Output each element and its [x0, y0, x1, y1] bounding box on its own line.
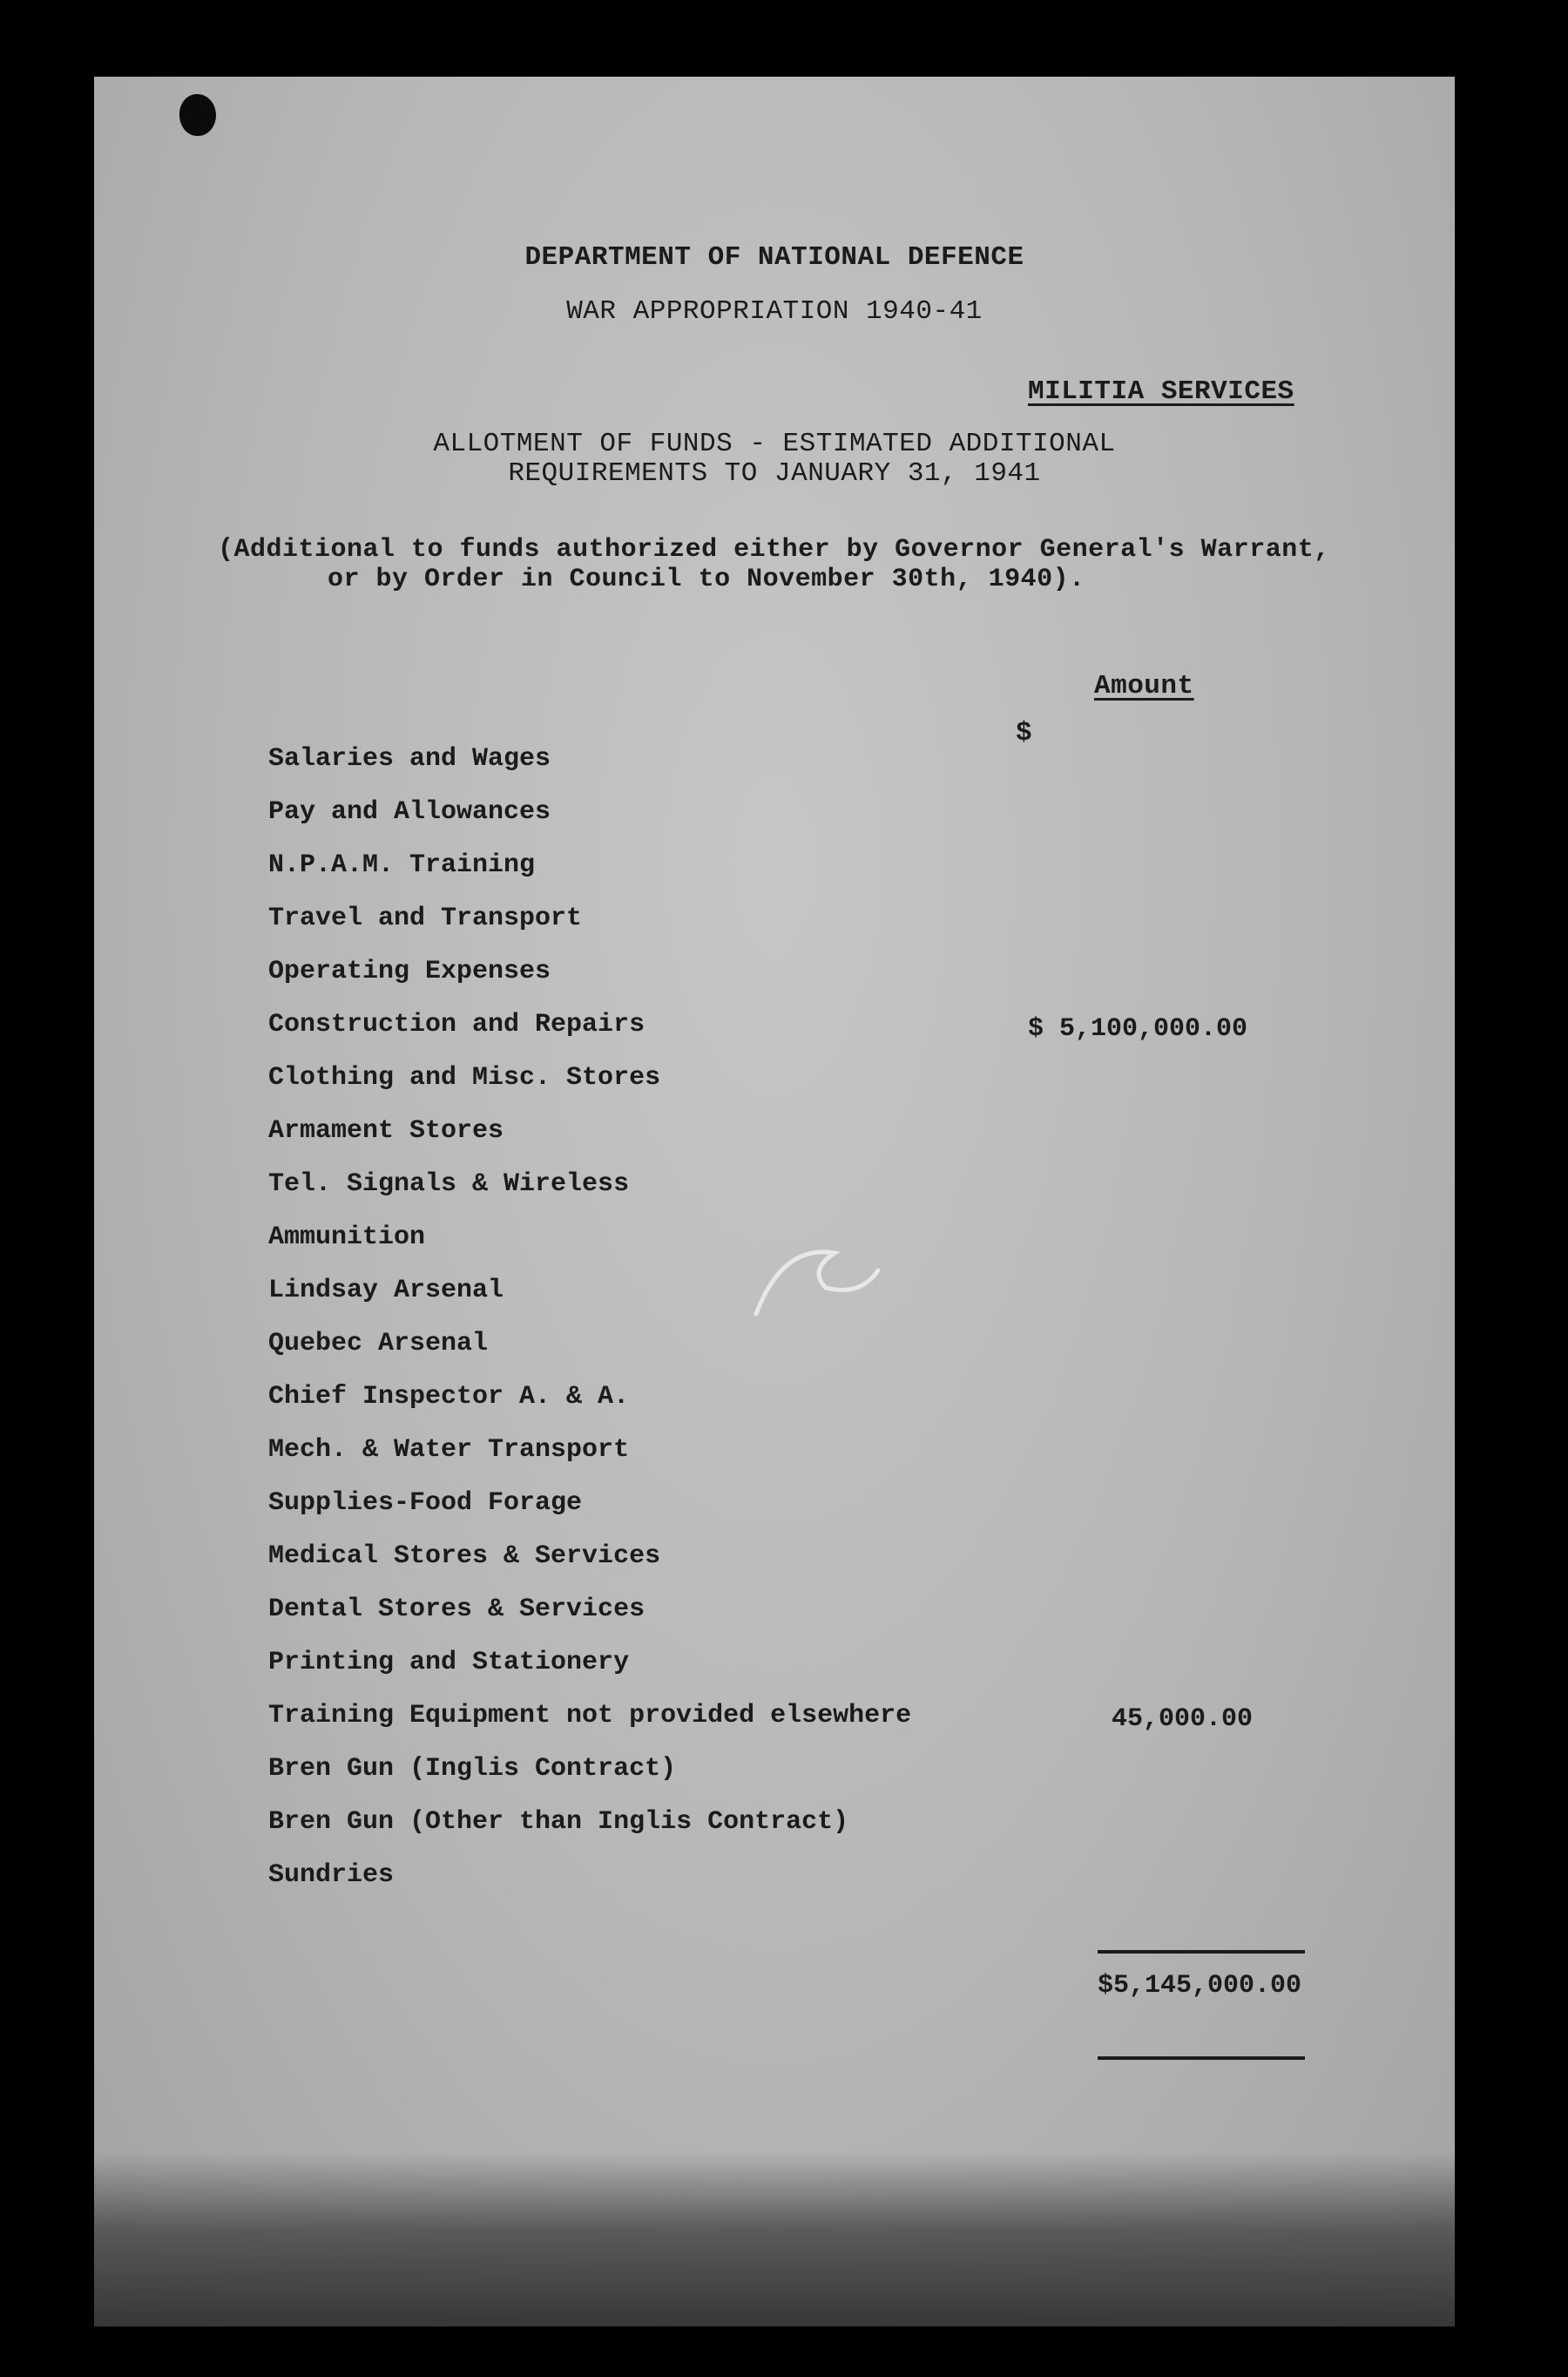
- list-item: Lindsay Arsenal: [268, 1276, 504, 1305]
- list-item: Training Equipment not provided elsewhere: [268, 1701, 912, 1730]
- currency-symbol: $: [1016, 718, 1033, 748]
- document-page: [94, 77, 1455, 2326]
- service-heading: MILITIA SERVICES: [1028, 376, 1294, 407]
- list-item: Mech. & Water Transport: [268, 1435, 630, 1465]
- list-item: Sundries: [268, 1860, 395, 1890]
- punch-hole: [179, 94, 216, 136]
- list-item: Pay and Allowances: [268, 797, 551, 827]
- list-item: Operating Expenses: [268, 957, 551, 986]
- list-item: Ammunition: [268, 1222, 426, 1252]
- list-item: Chief Inspector A. & A.: [268, 1382, 630, 1412]
- list-item: Clothing and Misc. Stores: [268, 1063, 661, 1093]
- list-item: N.P.A.M. Training: [268, 850, 536, 880]
- note-line-1: (Additional to funds authorized either by Governor General's Warrant,: [218, 535, 1330, 565]
- list-item: Dental Stores & Services: [268, 1595, 645, 1624]
- title-line-1: ALLOTMENT OF FUNDS - ESTIMATED ADDITIONAL: [433, 429, 1116, 459]
- total-rule-top: [1098, 1950, 1305, 1954]
- list-item: Travel and Transport: [268, 904, 583, 933]
- appropriation-heading: WAR APPROPRIATION 1940-41: [566, 296, 983, 327]
- department-heading: DEPARTMENT OF NATIONAL DEFENCE: [524, 242, 1024, 273]
- pencil-mark: [730, 1192, 922, 1384]
- amount-training-equipment: 45,000.00: [1112, 1704, 1254, 1734]
- note-line-2: or by Order in Council to November 30th, 1940).: [328, 565, 1085, 594]
- list-item: Supplies-Food Forage: [268, 1488, 583, 1518]
- title-line-2: REQUIREMENTS TO JANUARY 31, 1941: [508, 458, 1041, 489]
- list-item: Printing and Stationery: [268, 1648, 630, 1677]
- amount-construction: $ 5,100,000.00: [1028, 1014, 1248, 1044]
- list-item: Salaries and Wages: [268, 744, 551, 774]
- amount-column-header: Amount: [1094, 671, 1194, 701]
- list-item: Quebec Arsenal: [268, 1329, 489, 1358]
- list-item: Bren Gun (Other than Inglis Contract): [268, 1807, 849, 1837]
- list-item: Tel. Signals & Wireless: [268, 1169, 630, 1199]
- list-item: Medical Stores & Services: [268, 1541, 661, 1571]
- bottom-shading: [94, 2152, 1455, 2326]
- total-rule-bottom: [1098, 2056, 1305, 2060]
- total-amount: $5,145,000.00: [1098, 1971, 1302, 2001]
- list-item: Bren Gun (Inglis Contract): [268, 1754, 677, 1784]
- list-item: Construction and Repairs: [268, 1010, 645, 1040]
- list-item: Armament Stores: [268, 1116, 504, 1146]
